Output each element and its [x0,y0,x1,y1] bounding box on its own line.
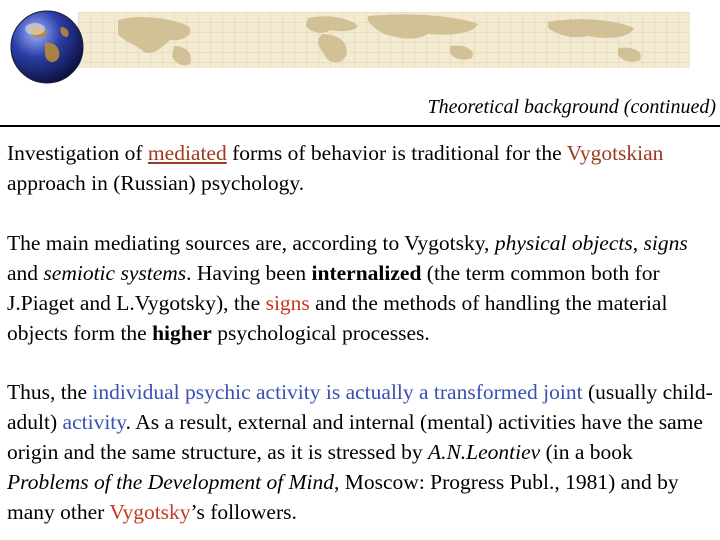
term-semiotic-systems: semiotic systems [43,261,187,285]
p3-text: . As a result, external and internal (mental) activities have the same origin and the same structure, as it is stressed by [7,410,703,464]
p3-text: (usually child-adult) [7,380,713,434]
term-signs: signs [265,291,310,315]
p3-text: (in a book [540,440,633,464]
book-title: Problems of the Development of Mind [7,470,335,494]
p1-text: approach in (Russian) psychology. [7,171,305,195]
p2-text: . Having been [186,261,312,285]
term-mediated: mediated [147,141,227,165]
p3-text: , Moscow: Progress Publ., 1981) and by many other [7,470,679,524]
term-higher: higher [152,321,212,345]
world-map-banner [78,12,690,68]
p2-text: and the methods of handling the material objects form the [7,291,668,345]
paragraph-psychic-activity [7,377,715,527]
paragraph-mediated-forms [7,138,715,198]
title-divider [0,125,720,127]
slide-title: Theoretical background (continued) [427,96,716,118]
p3-text: ’s followers. [190,500,297,524]
p3-text: Thus, the [7,380,93,404]
term-activity: activity [62,410,126,434]
p2-text: The main mediating sources are, according to Vygotsky, [7,231,495,255]
p2-text: and [7,261,44,285]
p1-text: forms of behavior is traditional for the [226,141,567,165]
term-internalized: internalized [311,261,422,285]
globe-icon [5,5,89,89]
term-physical-objects-signs: physical objects, signs [494,231,688,255]
p1-text: Investigation of [7,141,148,165]
p2-text: psychological processes. [211,321,430,345]
paragraph-mediating-sources [7,228,715,348]
term-vygotsky: Vygotsky [109,500,191,524]
slide-body [7,138,715,527]
author-leontiev: A.N.Leontiev [427,440,541,464]
term-individual-psychic-activity: individual psychic activity is actually a transformed joint [92,380,583,404]
term-vygotskian: Vygotskian [566,141,664,165]
p2-text: (the term common both for J.Piaget and L.Vygotsky), the [7,261,660,315]
